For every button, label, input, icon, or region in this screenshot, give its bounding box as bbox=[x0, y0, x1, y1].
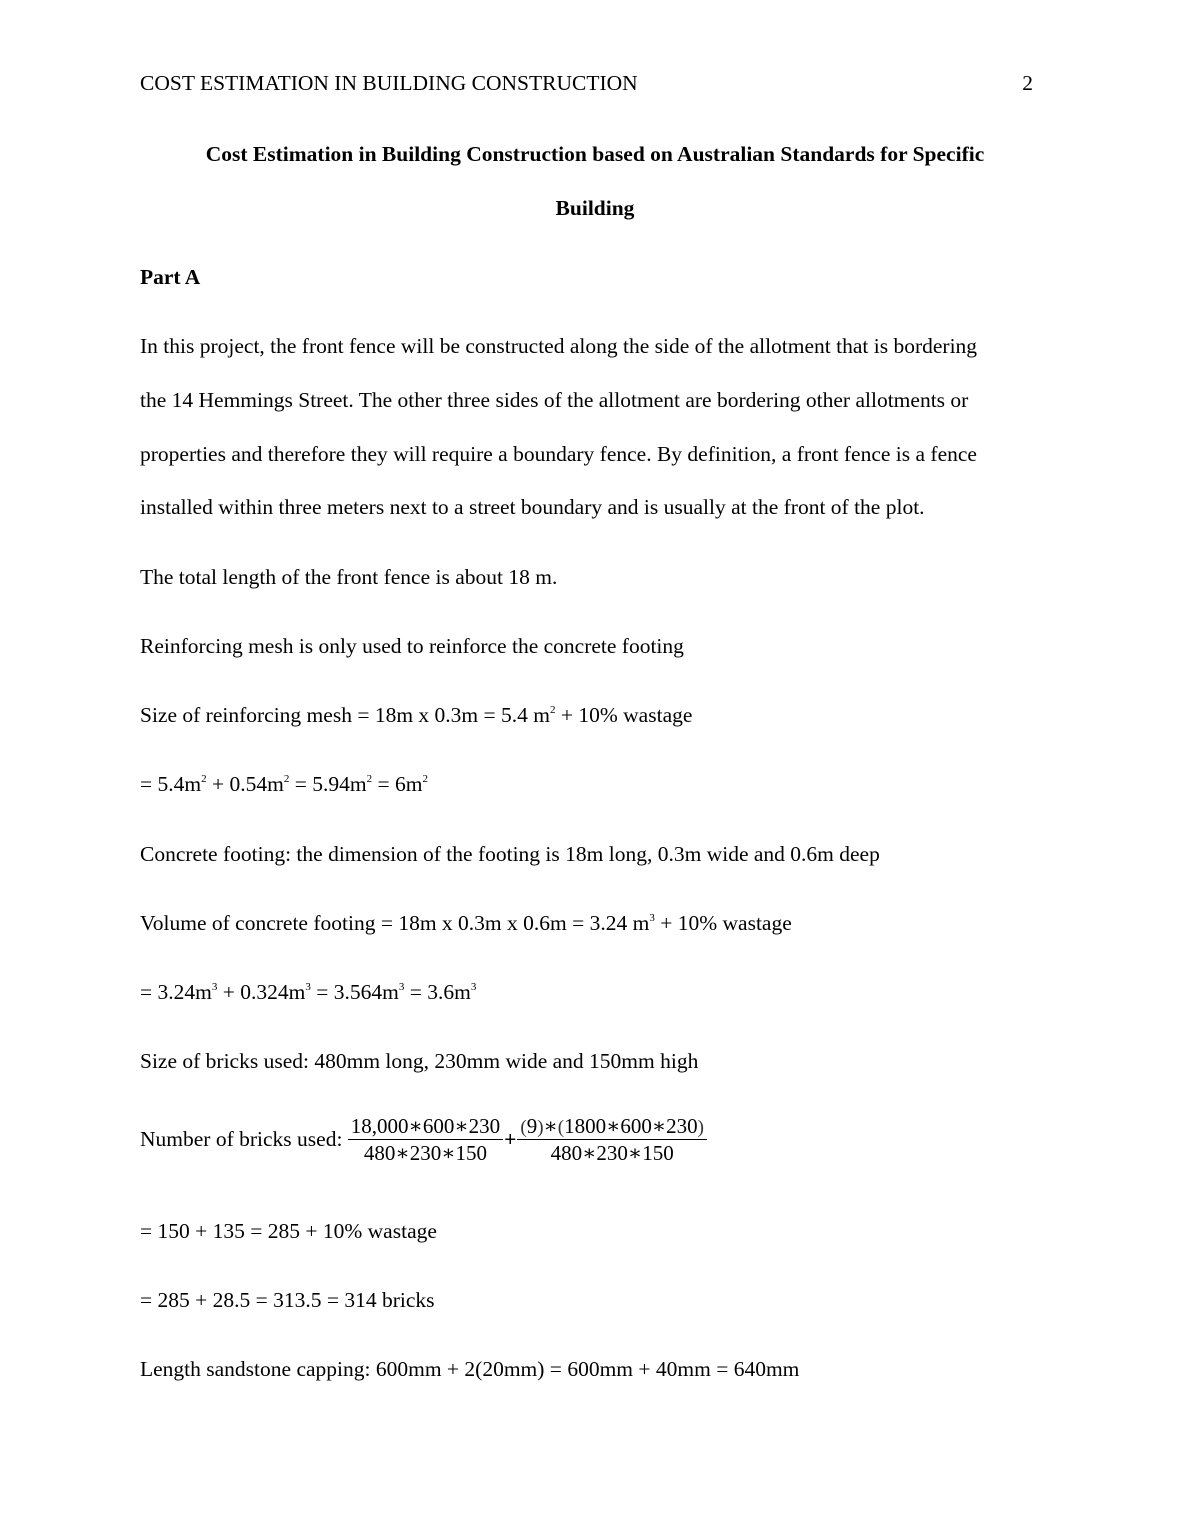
equation-text: + 0.324m bbox=[217, 980, 306, 1004]
operator: ∗ bbox=[543, 1114, 558, 1138]
brick-total-equation: = 285 + 28.5 = 313.5 = 314 bricks bbox=[140, 1288, 435, 1312]
fraction-1 bbox=[348, 1116, 503, 1164]
brick-sum-equation: = 150 + 135 = 285 + 10% wastage bbox=[140, 1219, 437, 1243]
document-title-line-2: Building bbox=[555, 196, 635, 220]
capping-length-equation: Length sandstone capping: 600mm + 2(20mm) = 600mm + 40mm = 640mm bbox=[140, 1357, 800, 1381]
exponent: 2 bbox=[283, 773, 290, 785]
exponent: 3 bbox=[398, 981, 405, 993]
exponent: 2 bbox=[366, 773, 373, 785]
exponent: 3 bbox=[211, 981, 218, 993]
equation-text: + 10% wastage bbox=[654, 911, 792, 935]
brick-count-equation bbox=[140, 1114, 707, 1166]
exponent: 3 bbox=[649, 912, 655, 924]
exponent: 2 bbox=[550, 704, 556, 716]
exponent: 3 bbox=[470, 981, 477, 993]
equation-text: = 6m bbox=[372, 772, 423, 796]
equation-text: = 3.6m bbox=[404, 980, 471, 1004]
running-head: COST ESTIMATION IN BUILDING CONSTRUCTION bbox=[140, 71, 638, 95]
fence-length-text: The total length of the front fence is about 18 m. bbox=[140, 565, 558, 589]
plus-sign: + bbox=[504, 1127, 517, 1152]
mesh-size-equation bbox=[140, 705, 692, 727]
mesh-result-equation bbox=[140, 774, 428, 796]
intro-paragraph-line: installed within three meters next to a street boundary and is usually at the front of the plot. bbox=[140, 495, 925, 519]
exponent: 2 bbox=[201, 773, 207, 785]
footing-volume-equation bbox=[140, 913, 792, 935]
paren: ( bbox=[557, 1117, 565, 1138]
equation-label: Number of bricks used: bbox=[140, 1127, 348, 1152]
equation-text: + 10% wastage bbox=[555, 703, 693, 727]
footing-dimension-text: Concrete footing: the dimension of the footing is 18m long, 0.3m wide and 0.6m deep bbox=[140, 842, 880, 866]
fraction-numerator bbox=[517, 1116, 707, 1140]
number: 9 bbox=[526, 1114, 538, 1138]
paren: ) bbox=[697, 1117, 704, 1138]
intro-paragraph-line: properties and therefore they will require a boundary fence. By definition, a front fence is a fence bbox=[140, 442, 977, 466]
mesh-note-text: Reinforcing mesh is only used to reinforce the concrete footing bbox=[140, 634, 684, 658]
equation-text: = 5.4m bbox=[140, 772, 202, 796]
section-heading: Part A bbox=[140, 265, 201, 289]
page-number: 2 bbox=[1022, 71, 1033, 95]
equation-text: + 0.54m bbox=[206, 772, 284, 796]
footing-result-equation bbox=[140, 982, 476, 1004]
document-title-line-1: Cost Estimation in Building Construction based on Australian Standards for Specific bbox=[205, 142, 985, 166]
exponent: 3 bbox=[305, 981, 311, 993]
intro-paragraph-line: In this project, the front fence will be constructed along the side of the allotment that is bordering bbox=[140, 334, 978, 358]
fraction-2 bbox=[517, 1116, 707, 1164]
equation-text: = 3.564m bbox=[310, 980, 399, 1004]
intro-paragraph-line: the 14 Hemmings Street. The other three sides of the allotment are bordering other allotments or bbox=[140, 388, 969, 412]
expression: 1800∗600∗230 bbox=[564, 1114, 698, 1138]
equation-text: = 5.94m bbox=[289, 772, 367, 796]
fraction-denominator: 480∗230∗150 bbox=[550, 1141, 674, 1165]
exponent: 2 bbox=[422, 773, 428, 785]
paren: ( bbox=[520, 1117, 527, 1138]
brick-size-text: Size of bricks used: 480mm long, 230mm wide and 150mm high bbox=[140, 1049, 699, 1073]
equation-text: Volume of concrete footing = 18m x 0.3m x 0.6m = 3.24 m bbox=[140, 911, 650, 935]
equation-text: = 3.24m bbox=[140, 980, 212, 1004]
fraction-numerator: 18,000∗600∗230 bbox=[348, 1116, 503, 1140]
equation-text: Size of reinforcing mesh = 18m x 0.3m = 5.4 m bbox=[140, 703, 550, 727]
paren: ) bbox=[537, 1117, 544, 1138]
fraction-denominator: 480∗230∗150 bbox=[363, 1141, 487, 1165]
